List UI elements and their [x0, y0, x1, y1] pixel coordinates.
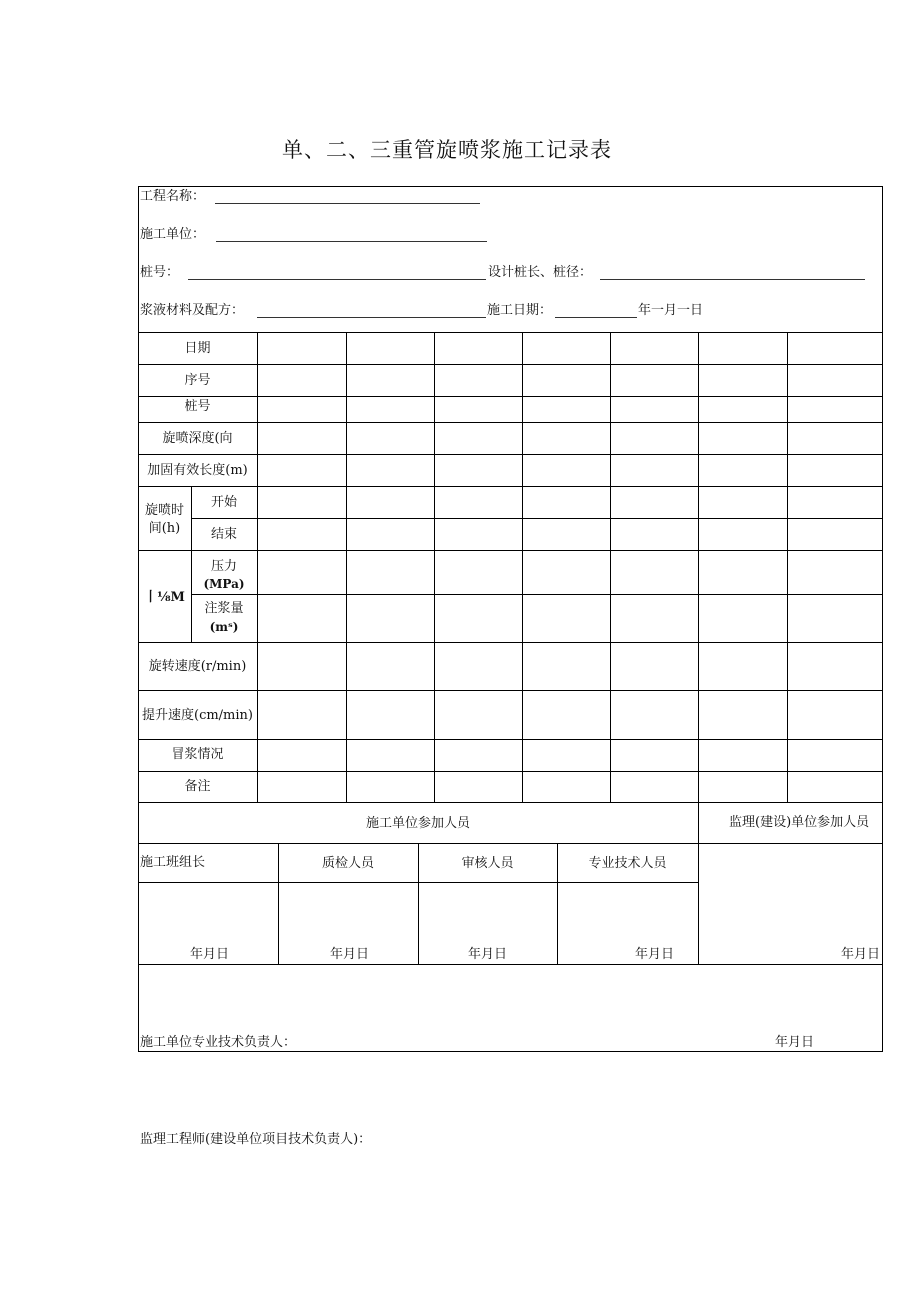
- grid-line: [787, 332, 788, 802]
- table-top-border: [138, 186, 883, 187]
- tech-header: 专业技术人员: [588, 856, 667, 871]
- unit-staff-header: 施工单位参加人员: [365, 816, 470, 831]
- reviewer-date: 年月日: [468, 947, 508, 962]
- row-label-pressure-line2: (MPa): [203, 577, 245, 591]
- grid-line: [138, 690, 883, 691]
- grid-line: [138, 739, 883, 740]
- leader-date: 年月日: [190, 947, 230, 962]
- construction-date-tail: 年一月一日: [638, 303, 704, 318]
- grid-line: [138, 550, 883, 551]
- grid-line: [698, 802, 699, 964]
- project-name-field[interactable]: [215, 203, 480, 204]
- grout-field[interactable]: [257, 317, 486, 318]
- construction-unit-label: 施工单位：: [140, 227, 206, 242]
- project-name-label: 工程名称：: [140, 189, 206, 204]
- reviewer-header: 审核人员: [461, 856, 514, 871]
- design-pile-label: 设计桩长、桩径：: [488, 265, 593, 280]
- construction-date-label: 施工日期：: [487, 303, 553, 318]
- row-label-remark: 备注: [184, 779, 211, 794]
- row-group-time-line1: 旋喷时: [144, 503, 184, 518]
- leader-header: 施工班组长: [140, 855, 206, 870]
- row-group-grout: 丨⅛M: [144, 590, 185, 605]
- row-label-start: 开始: [210, 495, 237, 510]
- supervisor-date: 年月日: [841, 947, 881, 962]
- row-label-volume-line2: (mˢ): [209, 620, 239, 634]
- row-label-end: 结束: [210, 527, 237, 542]
- grid-line: [191, 594, 883, 595]
- grid-line: [138, 964, 883, 965]
- grid-line: [138, 802, 883, 803]
- grid-line: [346, 332, 347, 802]
- grid-line: [257, 332, 258, 802]
- qc-date: 年月日: [330, 947, 370, 962]
- grout-label: 浆液材料及配方：: [140, 303, 245, 318]
- construction-date-field[interactable]: [555, 317, 637, 318]
- table-right-border: [882, 186, 883, 1052]
- row-label-pile: 桩号: [184, 399, 211, 414]
- tech-date: 年月日: [635, 947, 675, 962]
- row-label-rotation: 旋转速度(r∕min): [148, 659, 247, 674]
- row-label-effective-text: 加固有效长度(m): [147, 463, 248, 478]
- qc-header: 质检人员: [321, 856, 374, 871]
- grid-line: [610, 332, 611, 802]
- tech-lead-date: 年月日: [775, 1035, 815, 1050]
- design-pile-field[interactable]: [600, 279, 865, 280]
- row-group-time-line2: 间(h): [148, 521, 181, 536]
- construction-unit-field[interactable]: [216, 241, 487, 242]
- grid-line: [138, 332, 883, 333]
- row-label-volume-line1: 注浆量: [204, 601, 244, 616]
- pile-no-field[interactable]: [188, 279, 486, 280]
- grid-line: [191, 518, 883, 519]
- row-label-date: 日期: [184, 341, 211, 356]
- row-label-overflow: 冒浆情况: [171, 747, 224, 762]
- pile-no-label: 桩号：: [140, 265, 180, 280]
- grid-line: [138, 642, 883, 643]
- grid-line: [138, 364, 883, 365]
- tech-lead-label: 施工单位专业技术负责人：: [140, 1035, 297, 1050]
- row-label-lift: 提升速度(cm∕min): [142, 708, 253, 723]
- grid-line: [434, 332, 435, 802]
- page-title: 单、二、三重管旋喷浆施工记录表: [282, 138, 612, 162]
- row-label-effective: [138, 462, 257, 479]
- grid-line: [138, 882, 698, 883]
- grid-line: [138, 486, 883, 487]
- grid-line: [138, 396, 883, 397]
- grid-line: [138, 422, 883, 423]
- row-label-depth: 旋喷深度(向: [162, 431, 233, 446]
- grid-line: [138, 771, 883, 772]
- grid-line: [522, 332, 523, 802]
- table-left-border: [138, 186, 139, 1052]
- supervisor-engineer-label: 监理工程师(建设单位项目技术负责人)：: [140, 1132, 372, 1147]
- row-label-seq: 序号: [184, 373, 211, 388]
- row-label-pressure-line1: 压力: [210, 559, 237, 574]
- table-bottom-border: [138, 1051, 883, 1052]
- supervisor-staff-header: 监理(建设)单位参加人员: [729, 815, 870, 830]
- grid-line: [138, 843, 883, 844]
- grid-line: [698, 332, 699, 802]
- grid-line: [138, 454, 883, 455]
